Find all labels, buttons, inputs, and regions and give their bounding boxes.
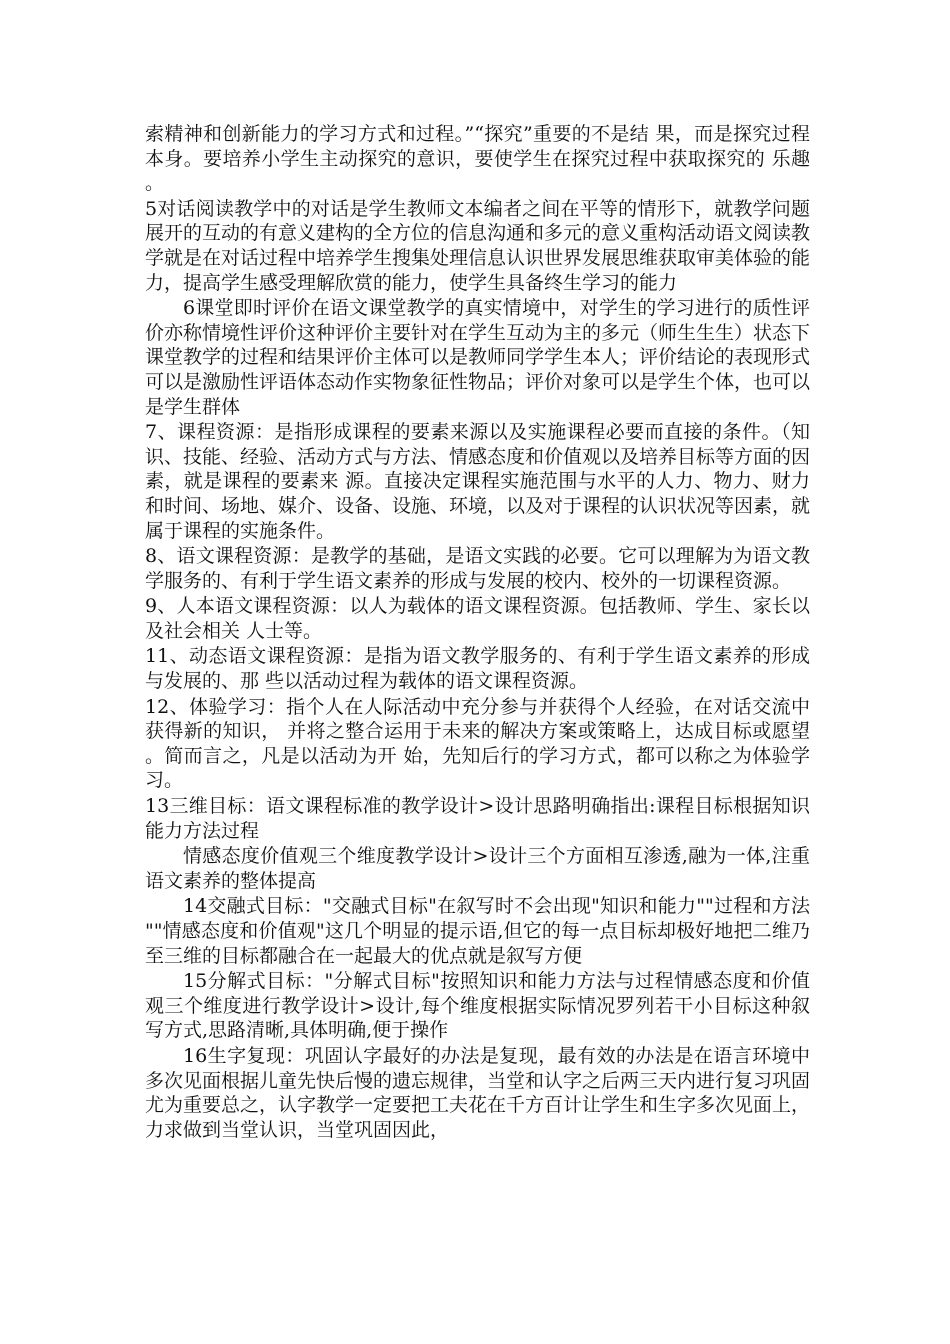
paragraph-13: 16生字复现：巩固认字最好的办法是复现，最有效的办法是在语言环境中多次见面根据儿童先快后慢的遗忘规律，当堂和认字之后两三天内进行复习巩固尤为重要总之，认字教学一定要把工夫花在千方百计让学生和生字多次见面上，力求做到当堂认识，当堂巩固因此， [145,1044,811,1141]
paragraph-4: 7、课程资源：是指形成课程的要素来源以及实施课程必要而直接的条件。（知识、技能、经验、活动方式与方法、情感态度和价值观以及培养目标等方面的因素，就是课程的要素来 源。直接决定课程实施范围与水平的人力、物力、财力和时间、场地、媒介、设备、设施、环境，以及对于课程的认识状况等因素，就属于课程的实施条件。 [145,421,811,542]
paragraph-6: 9、人本语文课程资源：以人为载体的语文课程资源。包括教师、学生、家长以及社会相关 人士等。 [145,595,810,642]
paragraph-7: 11、动态语文课程资源：是指为语文教学服务的、有利于学生语文素养的形成与发展的、那 些以活动过程为载体的语文课程资源。 [145,645,810,693]
paragraph-1: 索精神和创新能力的学习方式和过程。”“探究”重要的不是结 果，而是探究过程本身。要培养小学生主动探究的意识，要使学生在探究过程中获取探究的 乐趣。 [145,123,810,195]
document-body [145,122,810,1142]
paragraph-11: 14交融式目标："交融式目标"在叙写时不会出现"知识和能力""过程和方法""情感态度和价值观"这几个明显的提示语,但它的每一点目标却极好地把二维乃至三维的目标都融合在一起最大的优点就是叙写方便 [145,895,810,967]
paragraph-5: 8、语文课程资源：是教学的基础，是语文实践的必要。它可以理解为为语文教学服务的、有利于学生语文素养的形成与发展的校内、校外的一切课程资源。 [145,545,810,592]
paragraph-2: 5对话阅读教学中的对话是学生教师文本编者之间在平等的情形下，就教学问题展开的互动的有意义建构的全方位的信息沟通和多元的意义重构活动语文阅读教学就是在对话过程中培养学生搜集处理信息认识世界发展思维获取审美体验的能力，提高学生感受理解欣赏的能力，使学生具备终生学习的能力 [145,197,811,294]
paragraph-8: 12、体验学习：指个人在人际活动中充分参与并获得个人经验，在对话交流中获得新的知识， 并将之整合运用于未来的解决方案或策略上，达成目标或愿望。简而言之，凡是以活动为开 始，先知后行的学习方式，都可以称之为体验学习。 [145,695,810,792]
paragraph-9: 13三维目标：语文课程标准的教学设计>设计思路明确指出:课程目标根据知识能力方法过程 [145,795,810,842]
paragraph-3: 6课堂即时评价在语文课堂教学的真实情境中，对学生的学习进行的质性评价亦称情境性评价这种评价主要针对在学生互动为主的多元（师生生生）状态下课堂教学的过程和结果评价主体可以是教师同学学生本人；评价结论的表现形式可以是激励性评语体态动作实物象征性物品；评价对象可以是学生个体，也可以是学生群体 [145,297,811,418]
paragraph-12: 15分解式目标："分解式目标"按照知识和能力方法与过程情感态度和价值观三个维度进行教学设计>设计,每个维度根据实际情况罗列若干小目标这种叙写方式,思路清晰,具体明确,便于操作 [145,970,810,1042]
paragraph-10: 情感态度价值观三个维度教学设计>设计三个方面相互渗透,融为一体,注重语文素养的整体提高 [145,845,810,892]
